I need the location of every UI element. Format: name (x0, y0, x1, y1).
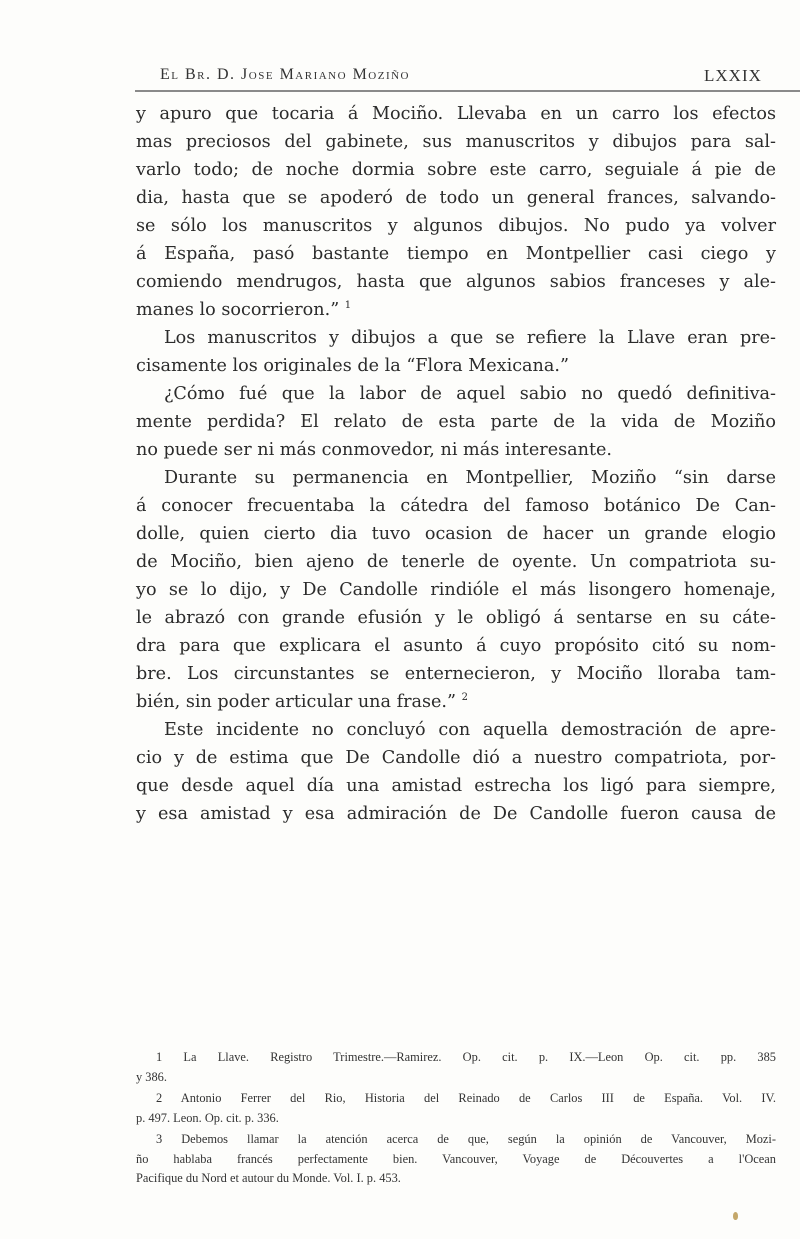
body-line: y esa amistad y esa admiración de De Candolle fueron causa de (136, 804, 776, 824)
footnote-ref-1: 1 (344, 300, 352, 312)
body-line-with-footnote-ref (136, 296, 776, 324)
body-line-text: manes lo socorrieron.” (136, 300, 340, 320)
footnote-line: 3 Debemos llamar la atención acerca de que, según la opinión de Vancouver, Mozi- (156, 1132, 776, 1146)
footnote-ref-2: 2 (461, 692, 468, 704)
body-line: comiendo mendrugos, hasta que algunos sabios franceses y ale- (136, 272, 776, 292)
body-line: á conocer frecuentaba la cátedra del famoso botánico De Can- (136, 496, 776, 516)
footnote-2 (136, 1089, 776, 1128)
body-line: á España, pasó bastante tiempo en Montpellier casi ciego y (136, 244, 776, 264)
body-line-text: bién, sin poder articular una frase.” (136, 692, 457, 712)
footnote-line: ño hablaba francés perfectamente bien. Vancouver, Voyage de Découvertes a l'Ocean (136, 1151, 776, 1166)
footnote-line: y 386. (136, 1069, 167, 1084)
running-title: El Br. D. Jose Mariano Moziño (160, 66, 411, 83)
footnote-3 (136, 1130, 776, 1189)
footnote-1 (136, 1048, 776, 1087)
body-line: que desde aquel día una amistad estrecha los ligó para siempre, (136, 776, 776, 796)
body-line: mas preciosos del gabinete, sus manuscritos y dibujos para sal- (136, 132, 776, 152)
body-line: se sólo los manuscritos y algunos dibujos. No pudo ya volver (136, 216, 776, 236)
body-text (136, 100, 776, 828)
ink-smudge (733, 1212, 738, 1220)
body-line: yo se lo dijo, y De Candolle rindióle el más lisongero homenaje, (136, 580, 776, 600)
body-line: dra para que explicara el asunto á cuyo propósito citó su nom- (136, 636, 776, 656)
paragraph-start: Durante su permanencia en Montpellier, Moziño “sin darse (164, 468, 776, 488)
paragraph-start: Los manuscritos y dibujos a que se refiere la Llave eran pre- (164, 328, 776, 348)
body-line: no puede ser ni más conmovedor, ni más interesante. (136, 440, 613, 460)
header-rule (135, 90, 800, 92)
paragraph-start: ¿Cómo fué que la labor de aquel sabio no quedó definitiva- (164, 384, 776, 404)
body-line: varlo todo; de noche dormia sobre este carro, seguiale á pie de (136, 160, 776, 180)
paragraph-start: Este incidente no concluyó con aquella demostración de apre- (164, 720, 776, 740)
body-line: bre. Los circunstantes se enternecieron, y Mociño lloraba tam- (136, 664, 776, 684)
body-line: cio y de estima que De Candolle dió a nuestro compatriota, por- (136, 748, 776, 768)
footnote-line: 1 La Llave. Registro Trimestre.—Ramirez. Op. cit. p. IX.—Leon Op. cit. pp. 385 (156, 1050, 776, 1064)
body-line: dolle, quien cierto dia tuvo ocasion de hacer un grande elogio (136, 524, 776, 544)
footnotes (136, 1048, 776, 1191)
footnote-line: Pacifique du Nord et autour du Monde. Vol. I. p. 453. (136, 1171, 401, 1185)
footnote-line: 2 Antonio Ferrer del Rio, Historia del Reinado de Carlos III de España. Vol. IV. (156, 1091, 776, 1105)
body-line: de Mociño, bien ajeno de tenerle de oyente. Un compatriota su- (136, 552, 776, 572)
body-line-with-footnote-ref (136, 688, 776, 716)
body-line: cisamente los originales de la “Flora Mexicana.” (136, 356, 569, 376)
running-head (0, 66, 800, 90)
body-line: dia, hasta que se apoderó de todo un general frances, salvando- (136, 188, 776, 208)
page-number: LXXIX (704, 66, 762, 85)
footnote-line: p. 497. Leon. Op. cit. p. 336. (136, 1110, 279, 1125)
body-line: mente perdida? El relato de esta parte de la vida de Moziño (136, 412, 776, 432)
body-line: y apuro que tocaria á Mociño. Llevaba en un carro los efectos (136, 104, 776, 124)
body-line: le abrazó con grande efusión y le obligó á sentarse en su cáte- (136, 608, 776, 628)
